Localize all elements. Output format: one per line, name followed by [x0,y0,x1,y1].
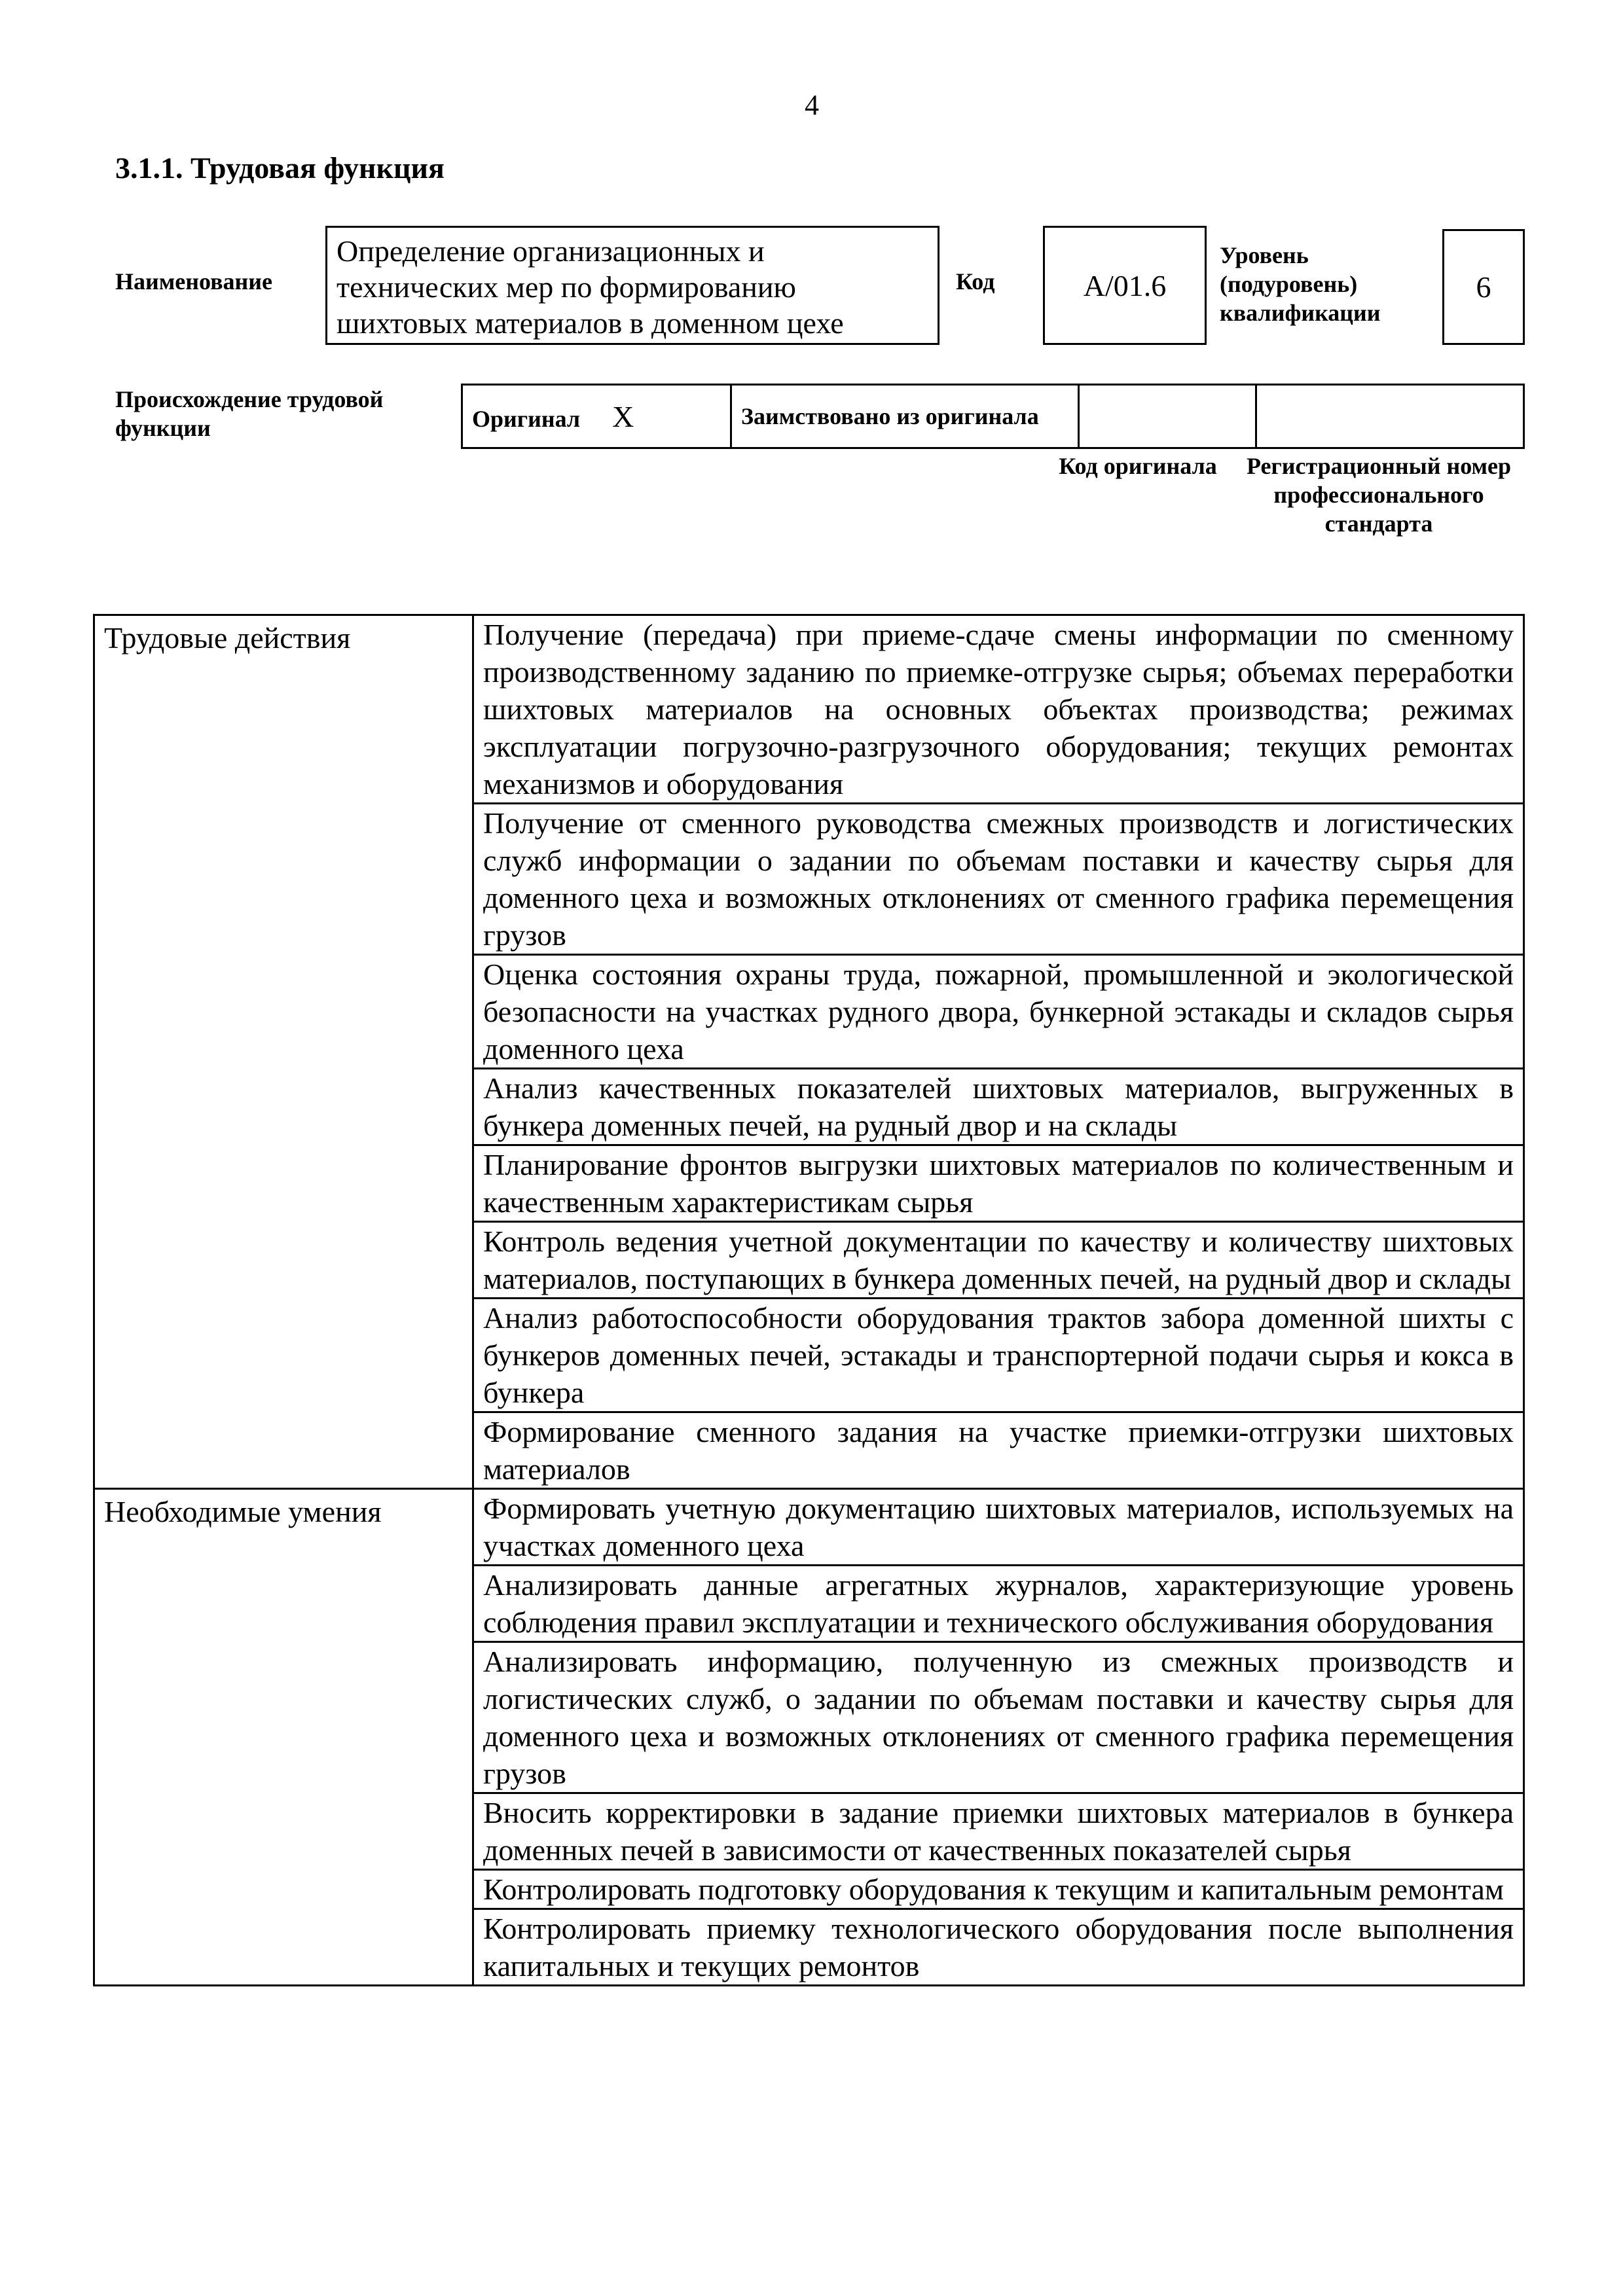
original-label: Оригинал [472,405,581,432]
table-row [94,1489,1524,1566]
item-cell: Формирование сменного задания на участке приемки-отгрузки шихтовых материалов [473,1412,1524,1489]
section-title: 3.1.1. Трудовая функция [115,151,445,185]
item-cell: Контролировать подготовку оборудования к текущим и капитальным ремонтам [473,1870,1524,1909]
code-label: Код [956,268,995,295]
item-cell: Контролировать приемку технологического оборудования после выполнения капитальных и текущих ремонтов [473,1909,1524,1986]
registration-number-cell [1256,385,1524,448]
code-caption: Код оригинала [1059,453,1217,479]
category-cell: Трудовые действия [94,615,473,1489]
function-name-box: Определение организационных и технических мер по формированию шихтовых материалов в доменном цехе [325,226,939,345]
item-cell: Получение (передача) при приеме-сдаче смены информации по сменному производственному заданию по приемке-отгрузке сырья; объемах переработки шихтовых материалов на основных объектах производства; режимах эксплуатации погрузочно-разгрузочного оборудования; текущих ремонтах механизмов и оборудования [473,615,1524,804]
function-table [93,614,1525,1986]
level-label: Уровень (подуровень) квалификации [1220,242,1381,326]
item-cell: Формировать учетную документацию шихтовых материалов, используемых на участках доменного цеха [473,1489,1524,1566]
table-row [94,615,1524,804]
borrowed-cell: Заимствовано из оригинала [731,385,1079,448]
origin-label: Происхождение трудовой функции [115,386,384,441]
original-mark: Х [612,399,634,433]
origin-table [461,384,1525,449]
item-cell: Оценка состояния охраны труда, пожарной, промышленной и экологической безопасности на участках рудного двора, бункерной эстакады и складов сырья доменного цеха [473,955,1524,1069]
original-cell [462,385,731,448]
original-code-cell [1079,385,1256,448]
item-cell: Анализировать данные агрегатных журналов, характеризующие уровень соблюдения правил эксплуатации и технического обслуживания оборудования [473,1566,1524,1642]
item-cell: Контроль ведения учетной документации по качеству и количеству шихтовых материалов, поступающих в бункера доменных печей, на рудный двор и склады [473,1222,1524,1299]
category-cell: Необходимые умения [94,1489,473,1986]
code-box: А/01.6 [1043,226,1207,345]
item-cell: Анализ работоспособности оборудования трактов забора доменной шихты с бункеров доменных печей, эстакады и транспортерной подачи сырья и кокса в бункера [473,1299,1524,1412]
item-cell: Анализировать информацию, полученную из смежных производств и логистических служб, о задании по объемам поставки и качеству сырья для доменного цеха и возможных отклонениях от сменного графика перемещения грузов [473,1642,1524,1793]
level-box: 6 [1442,229,1525,345]
page-number: 4 [805,89,819,121]
item-cell: Планирование фронтов выгрузки шихтовых материалов по количественным и качественным характеристикам сырья [473,1145,1524,1222]
item-cell: Вносить корректировки в задание приемки шихтовых материалов в бункера доменных печей в зависимости от качественных показателей сырья [473,1793,1524,1870]
item-cell: Анализ качественных показателей шихтовых материалов, выгруженных в бункера доменных печей, на рудный двор и на склады [473,1069,1524,1145]
item-cell: Получение от сменного руководства смежных производств и логистических служб информации о задании по объемам поставки и качеству сырья для доменного цеха и возможных отклонениях от сменного графика перемещения грузов [473,804,1524,955]
registration-caption: Регистрационный номер профессионального стандарта [1246,453,1512,537]
name-label: Наименование [115,268,272,295]
